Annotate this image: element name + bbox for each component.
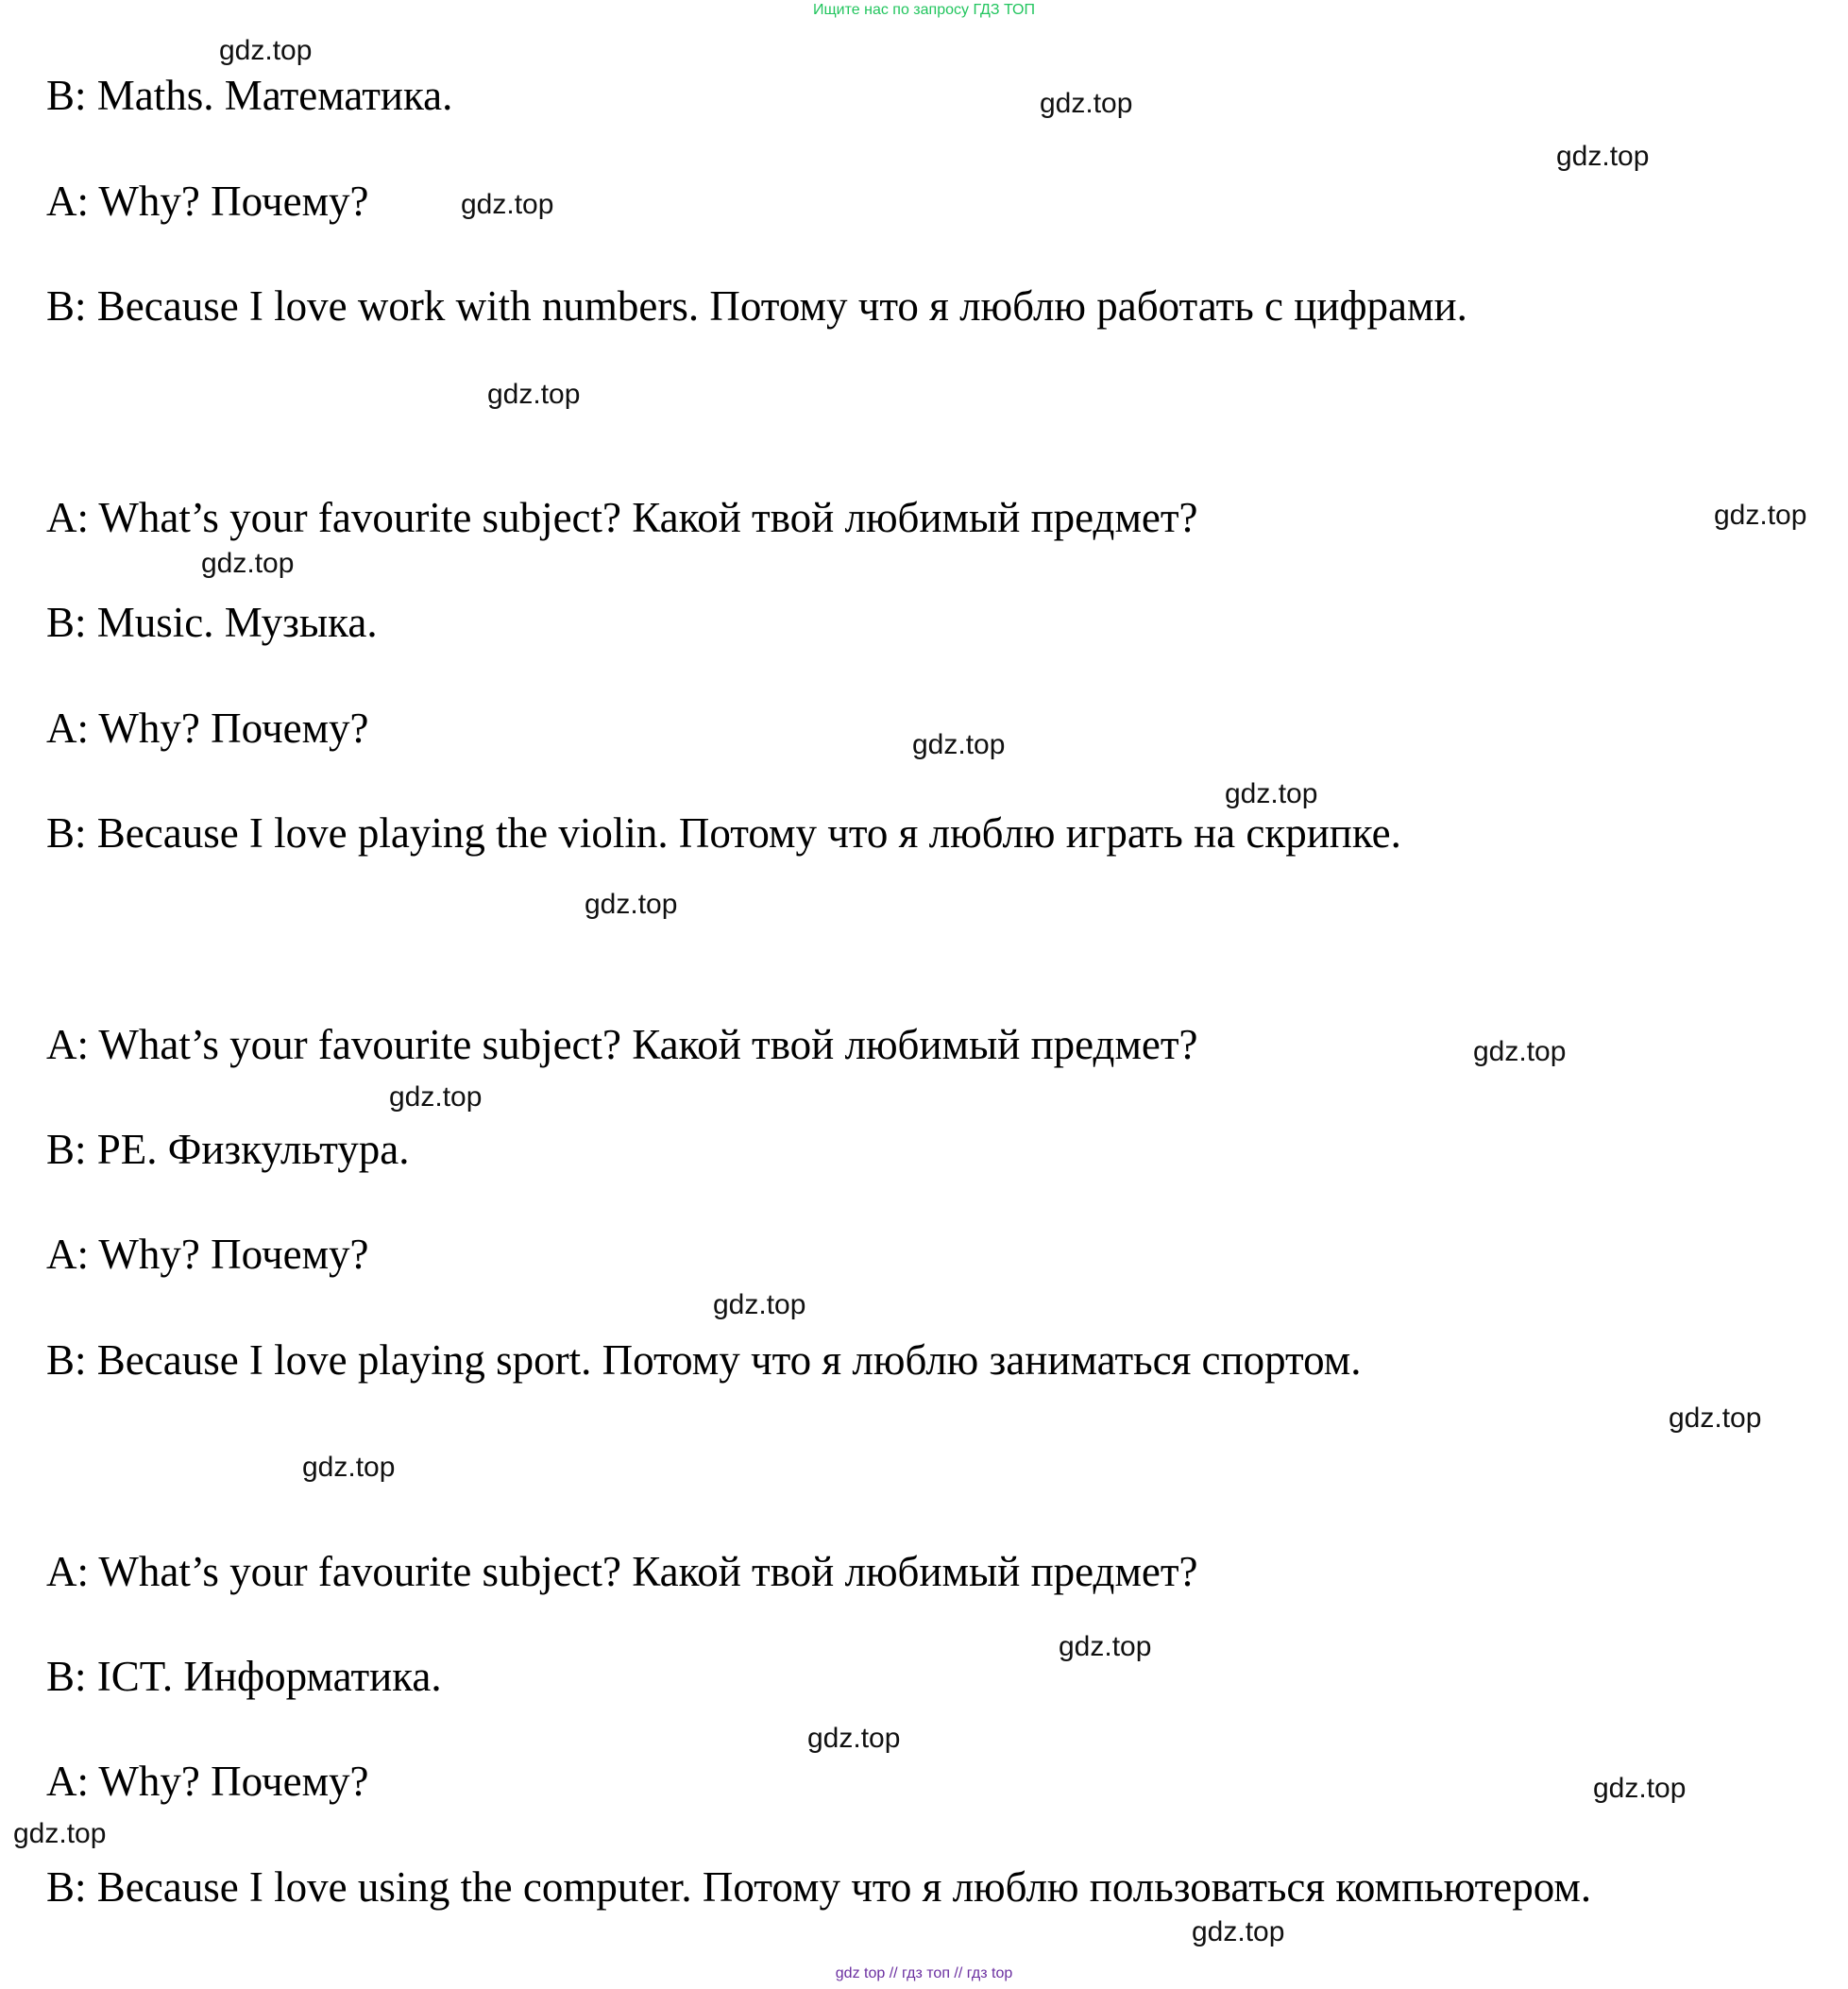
watermark: gdz.top bbox=[912, 729, 1006, 760]
watermark: gdz.top bbox=[1473, 1036, 1567, 1067]
watermark: gdz.top bbox=[585, 889, 678, 920]
dialogue-line: B: Because I love playing the violin. Потому что я люблю играть на скрипке. bbox=[46, 809, 1401, 857]
watermark: gdz.top bbox=[201, 548, 295, 579]
watermark: gdz.top bbox=[487, 379, 581, 410]
watermark: gdz.top bbox=[1225, 778, 1318, 809]
dialogue-line: A: Why? Почему? bbox=[46, 178, 369, 225]
dialogue-line: A: What’s your favourite subject? Какой твой любимый предмет? bbox=[46, 1021, 1198, 1068]
dialogue-line: B: Music. Музыка. bbox=[46, 599, 378, 646]
dialogue-line: B: PE. Физкультура. bbox=[46, 1126, 410, 1173]
watermark: gdz.top bbox=[219, 35, 313, 66]
footer-links: gdz top // гдз топ // гдз top bbox=[835, 1965, 1013, 1981]
watermark: gdz.top bbox=[461, 189, 554, 220]
watermark: gdz.top bbox=[1556, 141, 1650, 172]
watermark: gdz.top bbox=[13, 1818, 107, 1849]
dialogue-line: B: ICT. Информатика. bbox=[46, 1653, 442, 1700]
dialogue-line: A: What’s your favourite subject? Какой твой любимый предмет? bbox=[46, 494, 1198, 541]
watermark: gdz.top bbox=[713, 1289, 806, 1320]
watermark: gdz.top bbox=[1669, 1402, 1762, 1434]
watermark: gdz.top bbox=[389, 1081, 483, 1113]
dialogue-line: A: Why? Почему? bbox=[46, 1231, 369, 1278]
dialogue-line: B: Because I love playing sport. Потому что я люблю заниматься спортом. bbox=[46, 1336, 1362, 1384]
watermark: gdz.top bbox=[1593, 1773, 1687, 1804]
watermark: gdz.top bbox=[1192, 1916, 1285, 1947]
watermark: gdz.top bbox=[1059, 1631, 1152, 1662]
dialogue-line: B: Maths. Математика. bbox=[46, 72, 453, 119]
dialogue-line: A: Why? Почему? bbox=[46, 705, 369, 752]
dialogue-line: B: Because I love work with numbers. Потому что я люблю работать с цифрами. bbox=[46, 282, 1467, 330]
watermark: gdz.top bbox=[1714, 500, 1807, 531]
watermark: gdz.top bbox=[807, 1723, 901, 1754]
dialogue-line: A: Why? Почему? bbox=[46, 1758, 369, 1805]
watermark: gdz.top bbox=[1040, 88, 1133, 119]
dialogue-line: A: What’s your favourite subject? Какой твой любимый предмет? bbox=[46, 1548, 1198, 1595]
dialogue-line: B: Because I love using the computer. Потому что я люблю пользоваться компьютером. bbox=[46, 1863, 1592, 1911]
watermark: gdz.top bbox=[302, 1452, 396, 1483]
top-banner: Ищите нас по запросу ГДЗ ТОП bbox=[813, 2, 1035, 18]
